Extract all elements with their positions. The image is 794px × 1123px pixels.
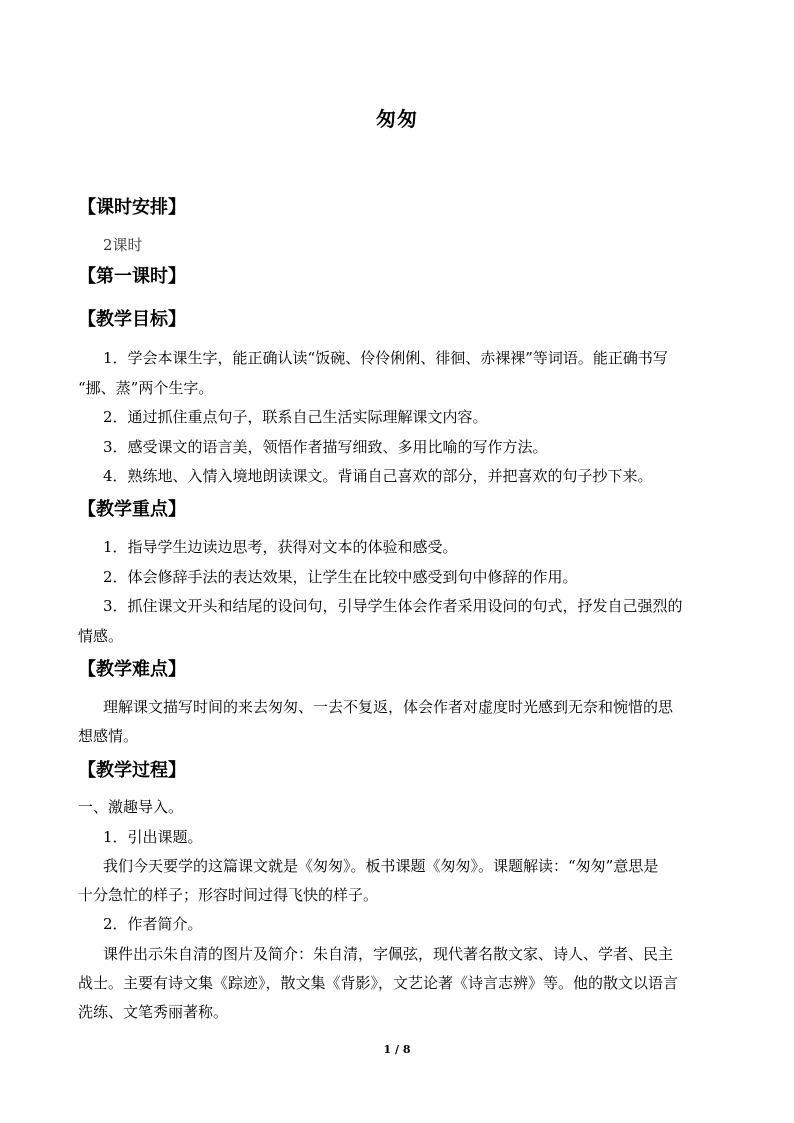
- process-line-8: 洗练、文笔秀丽著称。: [78, 1003, 229, 1021]
- objectives-line-1: 1．学会本课生字，能正确认读“饭碗、伶伶俐俐、徘徊、赤裸裸”等词语。能正确书写: [103, 349, 668, 367]
- key-points-line-3: 3．抓住课文开头和结尾的设问句，引导学生体会作者采用设问的句式，抒发自己强烈的: [103, 597, 683, 615]
- process-line-3: 我们今天要学的这篇课文就是《匆匆》。板书课题《匆匆》。课题解读：“匆匆”意思是: [103, 857, 659, 875]
- objectives-line-5: 4．熟练地、入情入境地朗读课文。背诵自己喜欢的部分，并把喜欢的句子抄下来。: [103, 467, 653, 485]
- difficulties-line-2: 想感情。: [78, 727, 139, 745]
- key-points-line-2: 2．体会修辞手法的表达效果，让学生在比较中感受到句中修辞的作用。: [103, 568, 578, 586]
- process-line-4: 十分急忙的样子；形容时间过得飞快的样子。: [78, 886, 379, 904]
- page-number: 1 / 8: [383, 1043, 411, 1056]
- objectives-line-3: 2．通过抓住重点句子，联系自己生活实际理解课文内容。: [103, 408, 488, 426]
- process-line-5: 2．作者简介。: [103, 915, 203, 933]
- heading-objectives: 【教学目标】: [78, 309, 186, 330]
- heading-key-points: 【教学重点】: [78, 499, 186, 520]
- objectives-line-2: “挪、蒸”两个生字。: [78, 379, 214, 397]
- process-line-1: 一、激趣导入。: [78, 798, 184, 816]
- key-points-line-4: 情感。: [78, 627, 124, 645]
- objectives-line-4: 3．感受课文的语言美，领悟作者描写细致、多用比喻的写作方法。: [103, 438, 548, 456]
- key-points-line-1: 1．指导学生边读边思考，获得对文本的体验和感受。: [103, 538, 458, 556]
- heading-first-lesson: 【第一课时】: [78, 266, 186, 287]
- heading-schedule: 【课时安排】: [78, 197, 186, 218]
- heading-difficulties: 【教学难点】: [78, 659, 186, 680]
- process-line-7: 战士。主要有诗文集《踪迹》，散文集《背影》，文艺论著《诗言志辨》等。他的散文以语言: [78, 974, 679, 992]
- document-title: 匆匆: [376, 107, 418, 131]
- difficulties-line-1: 理解课文描写时间的来去匆匆、一去不复返，体会作者对虚度时光感到无奈和惋惜的思: [103, 698, 674, 716]
- process-line-2: 1．引出课题。: [103, 828, 203, 846]
- schedule-line-1: 2课时: [103, 236, 143, 254]
- heading-process: 【教学过程】: [78, 760, 186, 781]
- process-line-6: 课件出示朱自清的图片及简介：朱自清，字佩弦，现代著名散文家、诗人、学者、民主: [103, 945, 674, 963]
